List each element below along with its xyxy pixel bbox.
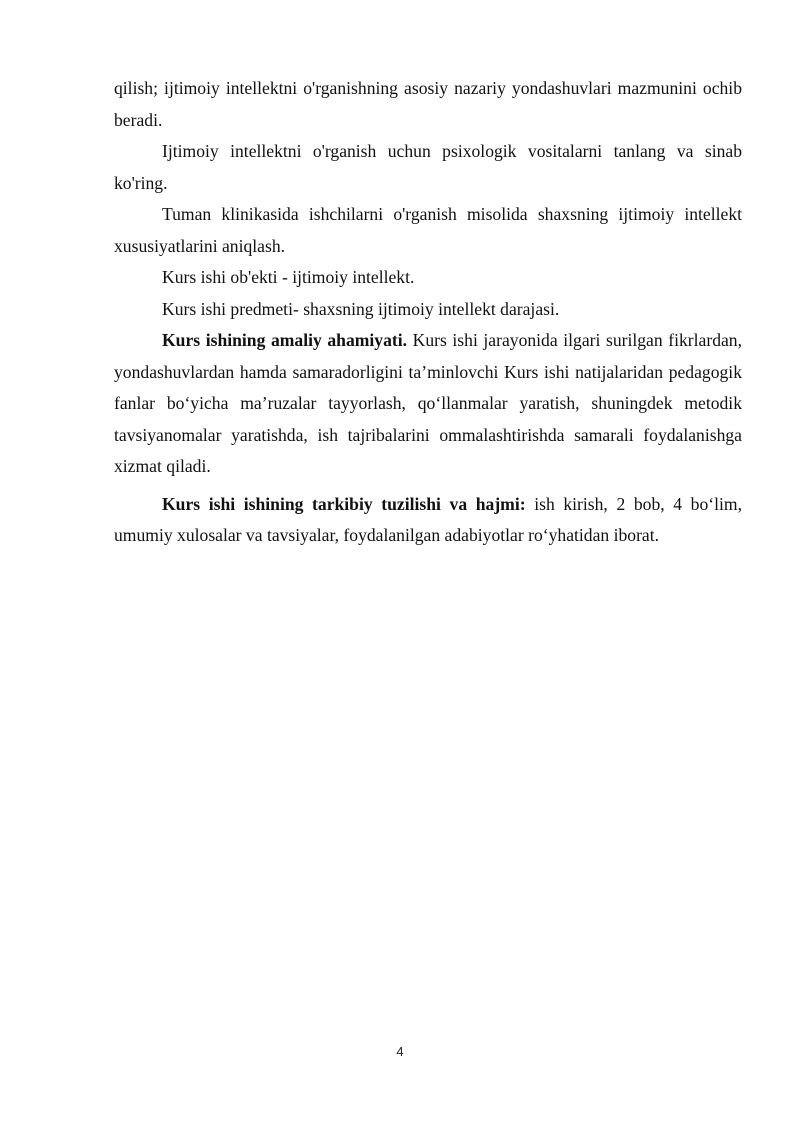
document-body (114, 73, 742, 552)
paragraph-4: Kurs ishi ob'ekti - ijtimoiy intellekt. (162, 267, 415, 287)
paragraph-1: qilish; ijtimoiy intellektni o'rganishning asosiy nazariy yondashuvlari mazmunini ochib beradi. (114, 78, 742, 130)
paragraph-7 (114, 489, 742, 552)
paragraph-5: Kurs ishi predmeti- shaxsning ijtimoiy intellekt darajasi. (162, 298, 560, 319)
paragraph-7-heading: Kurs ishi ishining tarkibiy tuzilishi va hajmi: (162, 493, 526, 514)
paragraph-6-heading: Kurs ishining amaliy ahamiyati. (162, 330, 408, 350)
paragraph-6 (114, 325, 742, 483)
paragraph-6-text: Kurs ishi jarayonida ilgari surilgan fikrlardan, yondashuvlardan hamda samaradorligini ta’minlovchi Kurs ishi natijalaridan pedagogik fanlar bo‘yicha ma’ruzalar tayyorlash, qo‘llanmalar yaratish, shuningdek metodik tavsiyanomalar yaratishda, ish tajribalarini ommalashtirishda samarali foydalanishga xizmat qiladi. (114, 330, 742, 476)
paragraph-7-text: ish kirish, 2 bob, 4 bo‘lim, umumiy xulosalar va tavsiyalar, foydalanilgan adabiyotlar ro‘yhatidan iborat. (114, 493, 742, 545)
page-number: 4 (396, 1044, 404, 1059)
paragraph-2: Ijtimoiy intellektni o'rganish uchun psixologik vositalarni tanlang va sinab ko'ring. (114, 141, 742, 193)
paragraph-3: Tuman klinikasida ishchilarni o'rganish misolida shaxsning ijtimoiy intellekt xususiyatlarini aniqlash. (114, 204, 742, 256)
